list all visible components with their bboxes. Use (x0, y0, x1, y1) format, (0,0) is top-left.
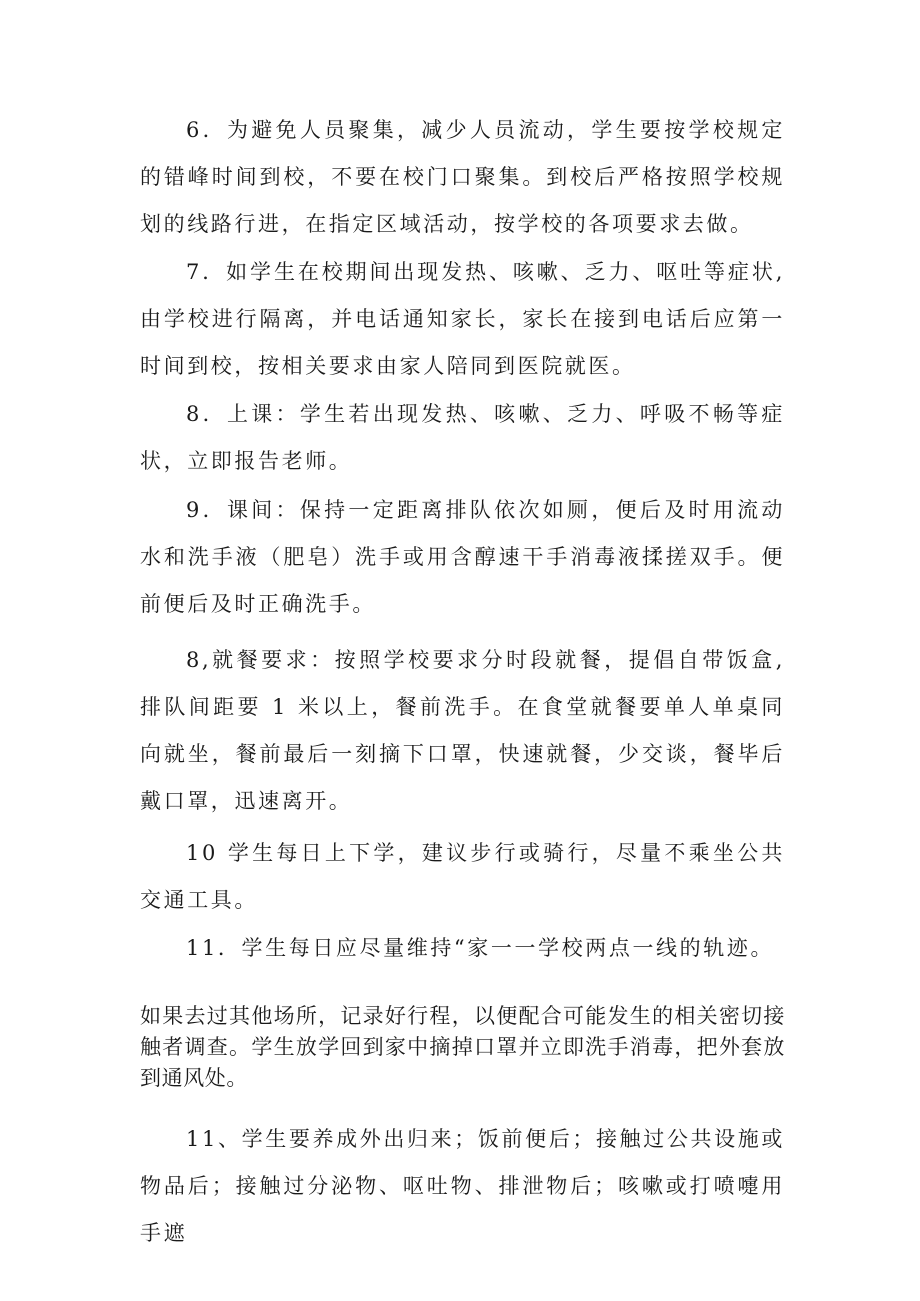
paragraph-7-symptom-isolation: 7．如学生在校期间出现发热、咳嗽、乏力、呕吐等症状,由学校进行隔离，并电话通知家长，家长在接到电话后应第一时间到校，按相关要求由家人陪同到医院就医。 (140, 260, 785, 378)
paragraph-11-two-point-route: 11．学生每日应尽量维持“家一一学校两点一线的轨迹。 (186, 936, 775, 960)
paragraph-dining-requirements: 8,就餐要求：按照学校要求分时段就餐，提倡自带饭盒,排队间距要 1 米以上，餐前洗手。在食堂就餐要单人单桌同向就坐，餐前最后一刻摘下口罩，快速就餐，少交谈，餐毕后戴口罩，迅速离开。 (140, 648, 785, 813)
paragraph-8-class-symptoms: 8．上课：学生若出现发热、咳嗽、乏力、呼吸不畅等症状，立即报告老师。 (140, 402, 785, 473)
paragraph-9-break-handwashing: 9．课间：保持一定距离排队依次如厕，便后及时用流动水和洗手液（肥皂）洗手或用含醇速干手消毒液揉搓双手。便前便后及时正确洗手。 (140, 498, 785, 616)
paragraph-6-staggered-arrival: 6．为避免人员聚集，减少人员流动，学生要按学校规定的错峰时间到校，不要在校门口聚集。到校后严格按照学校规划的线路行进，在指定区域活动，按学校的各项要求去做。 (140, 118, 785, 236)
paragraph-travel-record: 如果去过其他场所，记录好行程，以便配合可能发生的相关密切接触者调查。学生放学回到家中摘掉口罩并立即洗手消毒，把外套放到通风处。 (140, 1004, 785, 1090)
paragraph-10-commute: 10 学生每日上下学，建议步行或骑行，尽量不乘坐公共交通工具。 (140, 841, 785, 912)
paragraph-11-hygiene-habits: 11、学生要养成外出归来；饭前便后；接触过公共设施或物品后；接触过分泌物、呕吐物、排泄物后；咳嗽或打喷嚏用手遮 (140, 1127, 785, 1245)
